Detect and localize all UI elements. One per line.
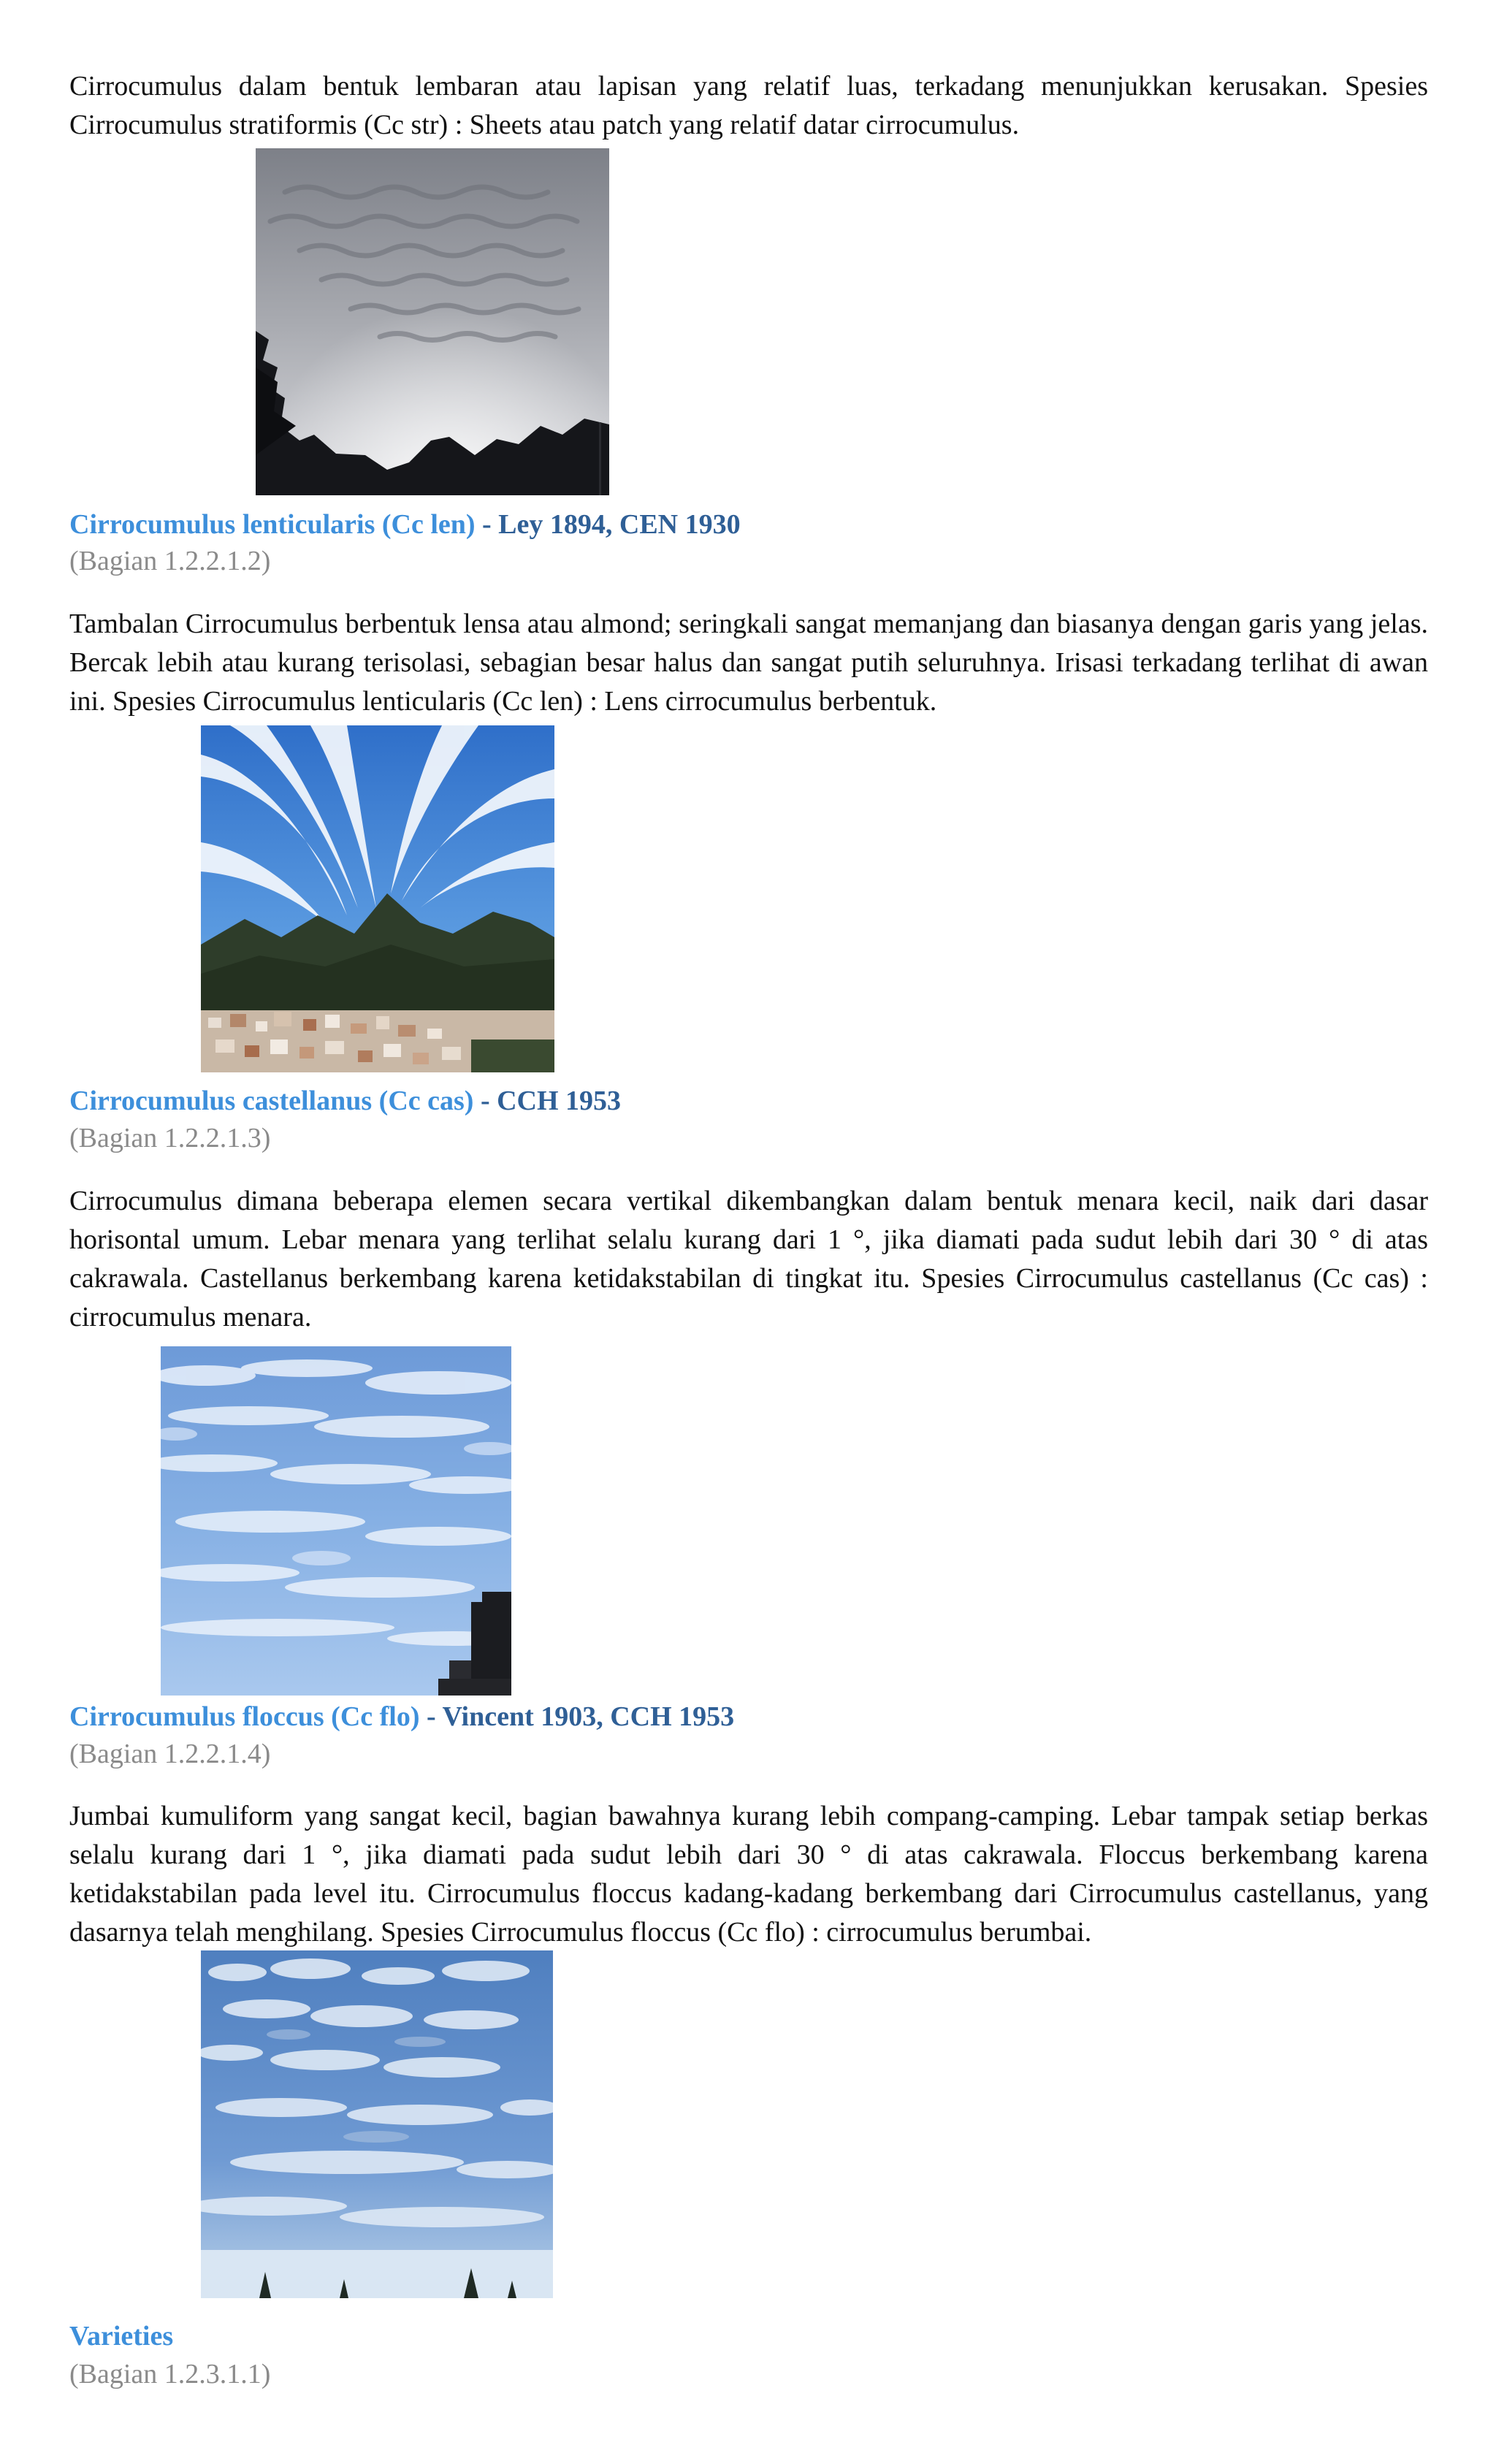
heading-lenticularis (69, 506, 741, 543)
castellanus-cloud-photo (161, 1346, 511, 1696)
lenticularis-cloud-photo (201, 725, 554, 1072)
heading-castellanus-authority: - CCH 1953 (473, 1086, 622, 1116)
heading-varieties (69, 2318, 173, 2354)
paragraph-castellanus: Cirrocumulus dimana beberapa elemen secara vertikal dikembangkan dalam bentuk menara kecil, naik dari dasar horisontal umum. Lebar menara yang terlihat selalu kurang dari 1 °, jika diamati pada sudut lebih dari 30 ° di atas cakrawala. Castellanus berkembang karena ketidakstabilan di tingkat itu. Spesies Cirrocumulus castellanus (Cc cas) : cirrocumulus menara. (69, 1186, 1428, 1332)
paragraph-lenticularis: Tambalan Cirrocumulus berbentuk lensa atau almond; seringkali sangat memanjang dan biasanya dengan garis yang jelas. Bercak lebih atau kurang terisolasi, sebagian besar halus dan sangat putih seluruhnya. Irisasi terkadang terlihat di awan ini. Spesies Cirrocumulus lenticularis (Cc len) : Lens cirrocumulus berbentuk. (69, 609, 1428, 717)
ref-lenticularis: (Bagian 1.2.2.1.2) (69, 546, 271, 576)
heading-floccus-authority: - Vincent 1903, CCH 1953 (419, 1701, 735, 1732)
heading-floccus-name: Cirrocumulus floccus (Cc flo) (69, 1701, 420, 1732)
heading-lenticularis-name: Cirrocumulus lenticularis (Cc len) (69, 509, 476, 540)
paragraph-floccus: Jumbai kumuliform yang sangat kecil, bagian bawahnya kurang lebih compang-camping. Lebar tampak setiap berkas selalu kurang dari 1 °, jika diamati pada sudut lebih dari 30 ° di atas cakrawala. Floccus berkembang karena ketidakstabilan pada level itu. Cirrocumulus floccus kadang-kadang berkembang dari Cirrocumulus castellanus, yang dasarnya telah menghilang. Spesies Cirrocumulus floccus (Cc flo) : cirrocumulus berumbai. (69, 1801, 1428, 1948)
heading-lenticularis-authority: - Ley 1894, CEN 1930 (475, 509, 741, 540)
heading-varieties-name: Varieties (69, 2321, 174, 2352)
heading-castellanus-name: Cirrocumulus castellanus (Cc cas) (69, 1086, 474, 1116)
heading-floccus (69, 1698, 734, 1735)
intro-paragraph: Cirrocumulus dalam bentuk lembaran atau lapisan yang relatif luas, terkadang menunjukkan kerusakan. Spesies Cirrocumulus stratiformis (Cc str) : Sheets atau patch yang relatif datar cirrocumulus. (69, 71, 1428, 140)
ref-varieties: (Bagian 1.2.3.1.1) (69, 2359, 271, 2389)
floccus-cloud-photo (201, 1950, 553, 2298)
ref-castellanus: (Bagian 1.2.2.1.3) (69, 1123, 271, 1153)
stratiformis-cloud-photo (256, 148, 609, 495)
heading-castellanus (69, 1083, 621, 1119)
ref-floccus: (Bagian 1.2.2.1.4) (69, 1739, 271, 1769)
